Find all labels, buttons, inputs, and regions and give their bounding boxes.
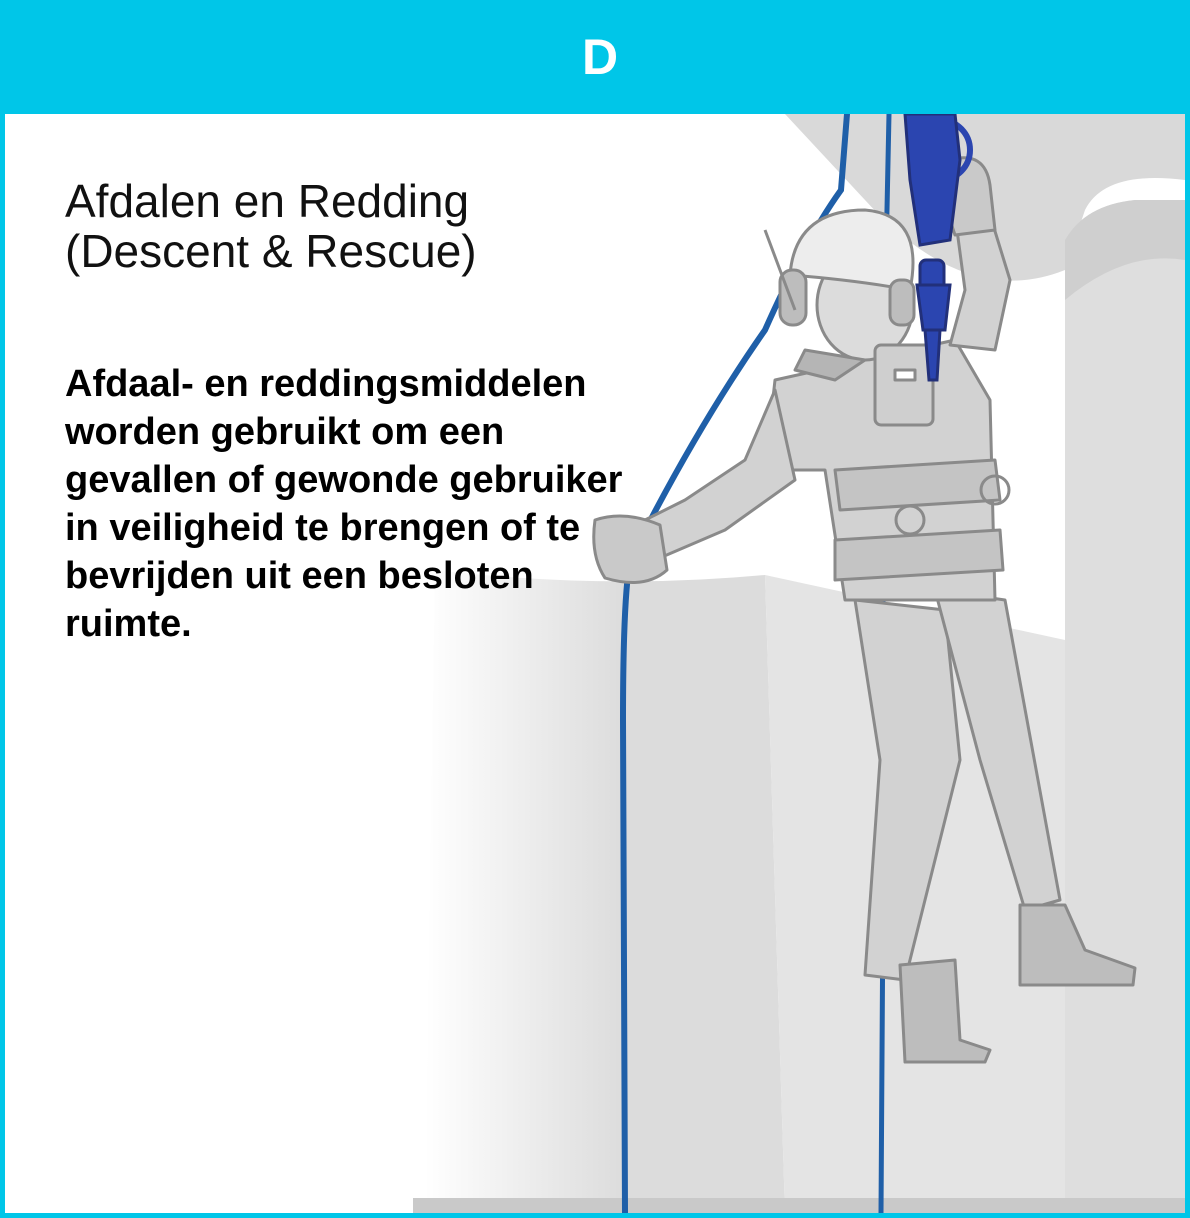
card-title	[65, 176, 477, 276]
title-line-english: (Descent & Rescue)	[65, 225, 477, 277]
title-line-dutch: Afdalen en Redding	[65, 175, 470, 227]
category-letter: D	[581, 29, 619, 85]
card-description: Afdaal- en reddingsmiddelen worden gebruikt om een gevallen of gewonde gebruiker in veiligheid te brengen of te bevrijden uit een besloten ruimte.	[65, 363, 623, 645]
descent-rescue-illustration	[5, 114, 1185, 1213]
header-bar	[5, 0, 1190, 114]
